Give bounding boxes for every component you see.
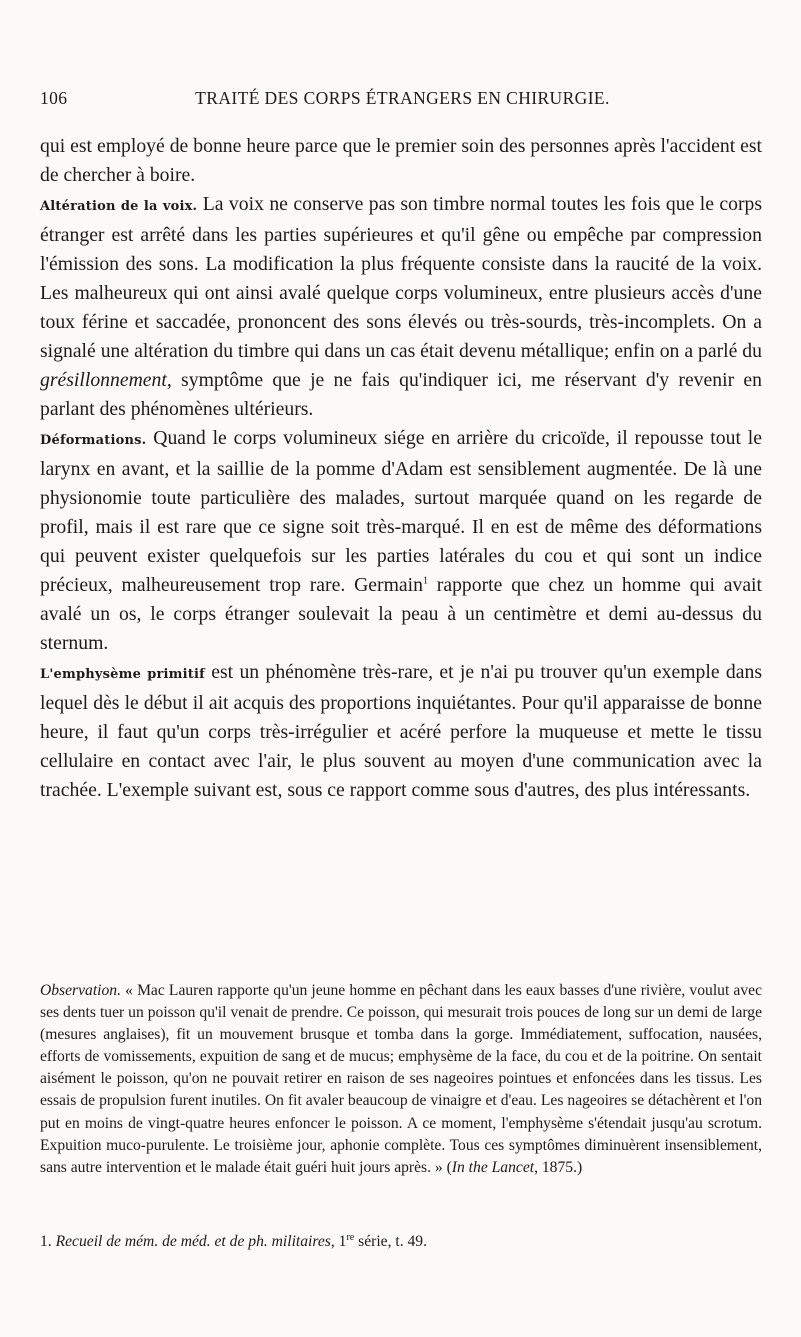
running-title: TRAITÉ DES CORPS ÉTRANGERS EN CHIRURGIE. [195, 88, 610, 108]
section-heading-voice: Altération de la voix. [40, 199, 198, 214]
observation-text: « Mac Lauren rapporte qu'un jeune homme en pêchant dans les eaux basses d'une rivière, voulut avec ses dents tuer un poisson qu'il venait de prendre. Ce poisson, qui mesurait trois pouces de long sur un demi de large (mesures anglaises), fit un mouvement brusque et tomba dans la gorge. Immédiatement, suffocation, nausées, efforts de vomissements, expuition de sang et de mucus; emphysème de la face, du cou et de la poitrine. On sentait aisément le poisson, qu'on ne pouvait retirer en raison de ses nageoires pointues et enfoncées dans les tissus. Les essais de propulsion furent inutiles. On fit avaler beaucoup de vinaigre et d'eau. Les nageoires se détachèrent et l'on put en moins de vingt-quatre heures enfoncer le poisson. A ce moment, l'emphysème s'étendait jusqu'au scrotum. Expuition muco-purulente. Le troisième jour, aphonie complète. Tous ces symptômes diminuèrent insensiblement, sans autre intervention et le malade était guéri huit jours après. » ( [40, 982, 762, 1176]
section-heading-deformations: Déformations. [40, 433, 147, 448]
section-heading-emphysema: L'emphysème primitif [40, 667, 205, 682]
footnote-superscript: re [346, 1231, 355, 1243]
italic-term: grésillonnement [40, 369, 167, 391]
observation-paragraph [40, 980, 762, 1179]
paragraph-continuation [40, 132, 762, 190]
paragraph-text: La voix ne conserve pas son timbre normal toutes les fois que le corps étranger est arrêté dans les parties supérieures et qu'il gêne ou empêche par compression l'émission des sons. La modification la plus fréquente consiste dans la raucité de la voix. Les malheureux qui ont ainsi avalé quelque corps volumineux, entre plusieurs accès d'une toux férine et saccadée, prononcent des sons élevés ou très-sourds, très-incomplets. On a signalé une altération du timbre qui dans un cas était devenu métallique; enfin on a parlé du [40, 193, 763, 362]
observation-block [40, 980, 762, 1179]
paragraph-text: , symptôme que je ne fais qu'indiquer ici, me réservant d'y revenir en parlant des phénomènes ultérieurs. [40, 369, 762, 420]
paragraph-text: est un phénomène très-rare, et je n'ai pu trouver qu'un exemple dans lequel dès le début il ait acquis des proportions inquiétantes. Pour qu'il apparaisse de bonne heure, il faut qu'un corps très-irrégulier et acéré perfore la muqueuse et mette le tissu cellulaire en contact avec l'air, le plus souvent au moyen d'une communication avec la trachée. L'exemple suivant est, sous ce rapport comme sous d'autres, des plus intéressants. [40, 661, 762, 801]
footnote-end: série, t. 49. [354, 1233, 428, 1250]
main-text [40, 132, 762, 805]
paragraph-text: qui est employé de bonne heure parce que le premier soin des personnes après l'accident est de chercher à boire. [40, 135, 762, 186]
footnote-number: 1. [40, 1233, 52, 1250]
paragraph-text: rapporte que chez un homme qui avait avalé un os, le corps étranger soulevait la peau à un centimètre et demi au-dessus du sternum. [40, 574, 762, 654]
running-header [40, 88, 765, 112]
page-number: 106 [40, 88, 68, 108]
footnote-marker: 1 [422, 575, 428, 587]
paragraph-emphysema [40, 658, 762, 805]
paragraph-text: Quand le corps volumineux siége en arrière du cricoïde, il repousse tout le larynx en avant, et la saillie de la pomme d'Adam est sensiblement augmentée. De là une physionomie toute particulière des malades, surtout marquée quand on les regarde de profil, mais il est rare que ce signe soit très-marqué. Il en est de même des déformations qui peuvent exister quelquefois sur les parties latérales du cou et qui sont un indice précieux, malheureusement trop rare. Germain [40, 427, 762, 596]
footnote-title: Recueil de mém. de méd. et de ph. militaires [55, 1233, 331, 1250]
paragraph-voice-alteration [40, 190, 762, 424]
observation-label: Observation. [40, 982, 121, 999]
observation-source-end: , 1875.) [534, 1158, 583, 1176]
footnote [40, 1232, 762, 1252]
footnote-text: , 1 [330, 1233, 347, 1250]
paragraph-deformations [40, 424, 762, 658]
observation-source: In the Lancet [451, 1158, 535, 1176]
